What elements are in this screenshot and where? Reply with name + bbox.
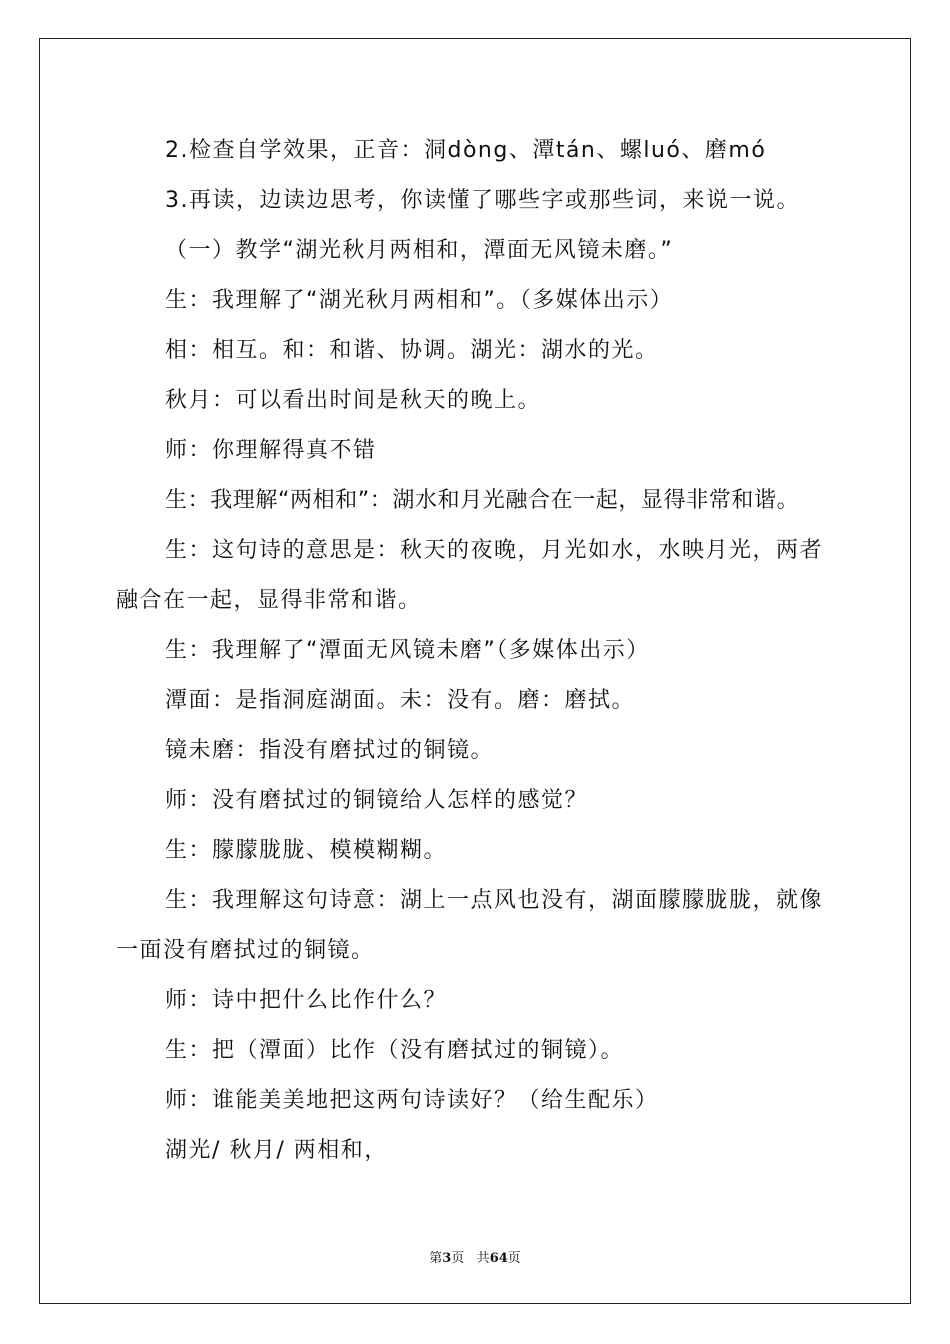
footer-prefix: 第 <box>429 1251 443 1266</box>
footer-total-prefix: 共 <box>476 1251 490 1266</box>
text-line: 湖光/ 秋月/ 两相和， <box>165 1138 388 1163</box>
text-line: 生：这句诗的意思是：秋天的夜晚，月光如水，水映月光，两者 <box>165 538 824 563</box>
text-line: 师：诗中把什么比作什么？ <box>165 988 448 1013</box>
footer-page-suffix: 页 <box>451 1251 465 1266</box>
text-line: 生：我理解这句诗意：湖上一点风也没有，湖面朦朦胧胧，就像 <box>165 888 824 913</box>
text-line: 秋月：可以看出时间是秋天的晚上。 <box>165 388 542 413</box>
text-line: 师：你理解得真不错 <box>165 438 377 463</box>
page-footer <box>0 1247 950 1266</box>
total-pages: 64 <box>489 1251 508 1266</box>
page-number: 3 <box>442 1251 452 1266</box>
text-line: 一面没有磨拭过的铜镜。 <box>116 938 375 963</box>
text-line: 潭面：是指洞庭湖面。未：没有。磨：磨拭。 <box>165 688 636 713</box>
text-line: 生：我理解了“湖光秋月两相和”。（多媒体出示） <box>165 288 674 313</box>
text-line: 相：相互。和：和谐、协调。湖光：湖水的光。 <box>165 338 659 363</box>
text-line: 师：谁能美美地把这两句诗读好？（给生配乐） <box>165 1088 659 1113</box>
text-line: 生：朦朦胧胧、模模糊糊。 <box>165 838 448 863</box>
text-line: （一）教学“湖光秋月两相和，潭面无风镜未磨。” <box>165 238 674 263</box>
footer-total-suffix: 页 <box>507 1251 521 1266</box>
text-line: 融合在一起，显得非常和谐。 <box>116 588 422 613</box>
text-line: 师：没有磨拭过的铜镜给人怎样的感觉？ <box>165 788 589 813</box>
text-line: 生：我理解了“潭面无风镜未磨”（多媒体出示） <box>165 638 650 663</box>
text-line: 镜未磨：指没有磨拭过的铜镜。 <box>165 738 495 763</box>
text-line: 生：把（潭面）比作（没有磨拭过的铜镜）。 <box>165 1038 625 1063</box>
text-line: 2.检查自学效果，正音：洞dòng、潭tán、螺luó、磨mó <box>165 138 767 163</box>
text-line: 3.再读，边读边思考，你读懂了哪些字或那些词，来说一说。 <box>165 188 800 213</box>
text-line: 生：我理解“两相和”：湖水和月光融合在一起，显得非常和谐。 <box>165 488 800 513</box>
